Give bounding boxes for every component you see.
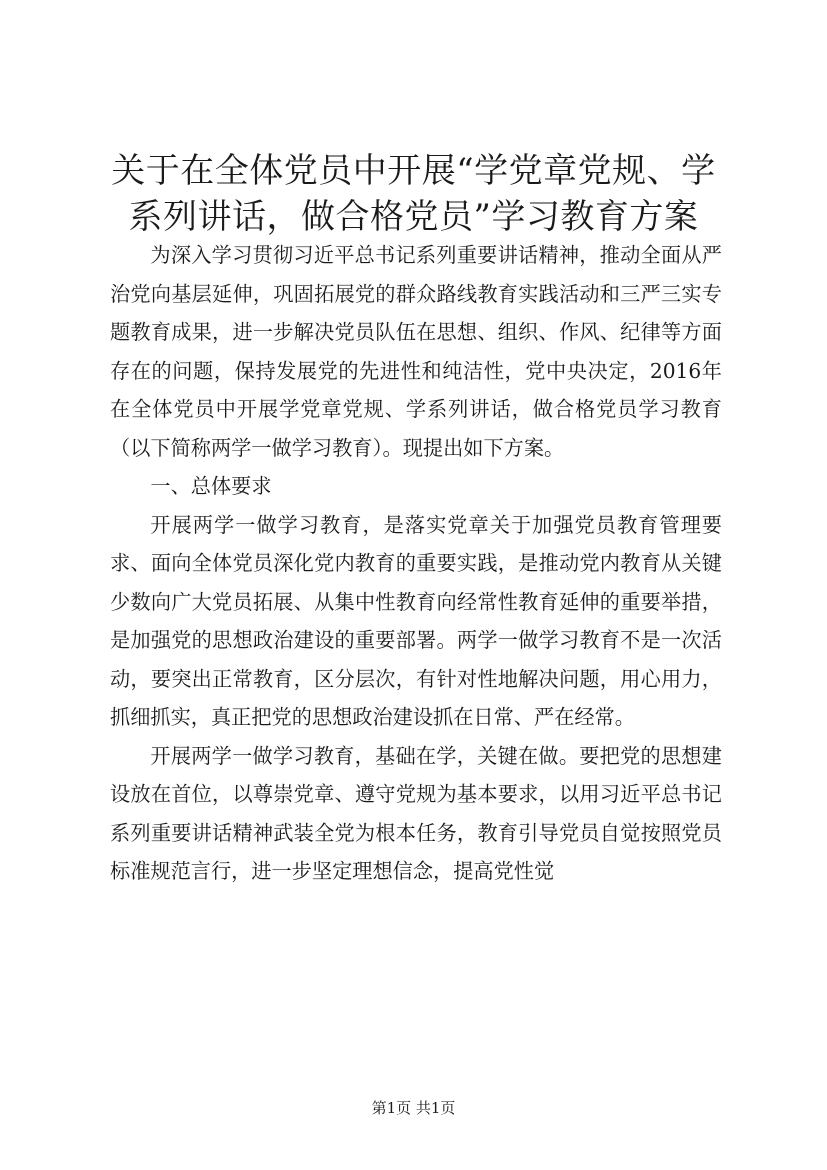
paragraph-significance: 开展两学一做学习教育，是落实党章关于加强党员教育管理要求、面向全体党员深化党内教育的重要实践，是推动党内教育从关键少数向广大党员拓展、从集中性教育向经常性教育延伸的重要举措，是加强党的思想政治建设的重要部署。两学一做学习教育不是一次活动，要突出正常教育，区分层次，有针对性地解决问题，用心用力，抓细抓实，真正把党的思想政治建设抓在日常、严在经常。 bbox=[110, 512, 722, 729]
document-body bbox=[110, 236, 722, 891]
page-footer: 第1页 共1页 bbox=[371, 1099, 456, 1117]
section-heading-general-requirements: 一、总体要求 bbox=[150, 474, 272, 498]
paragraph-intro: 为深入学习贯彻习近平总书记系列重要讲话精神，推动全面从严治党向基层延伸，巩固拓展党的群众路线教育实践活动和三严三实专题教育成果，进一步解决党员队伍在思想、组织、作风、纪律等方面存在的问题，保持发展党的先进性和纯洁性，党中央决定，2016年在全体党员中开展学党章党规、学系列讲话，做合格党员学习教育（以下简称两学一做学习教育）。现提出如下方案。 bbox=[110, 243, 722, 460]
paragraph-foundation: 开展两学一做学习教育，基础在学，关键在做。要把党的思想建设放在首位，以尊崇党章、遵守党规为基本要求，以用习近平总书记系列重要讲话精神武装全党为根本任务，教育引导党员自觉按照党员标准规范言行，进一步坚定理想信念，提高党性觉 bbox=[110, 743, 722, 883]
document-title: 关于在全体党员中开展“学党章党规、学系列讲话，做合格党员”学习教育方案 bbox=[111, 151, 716, 237]
